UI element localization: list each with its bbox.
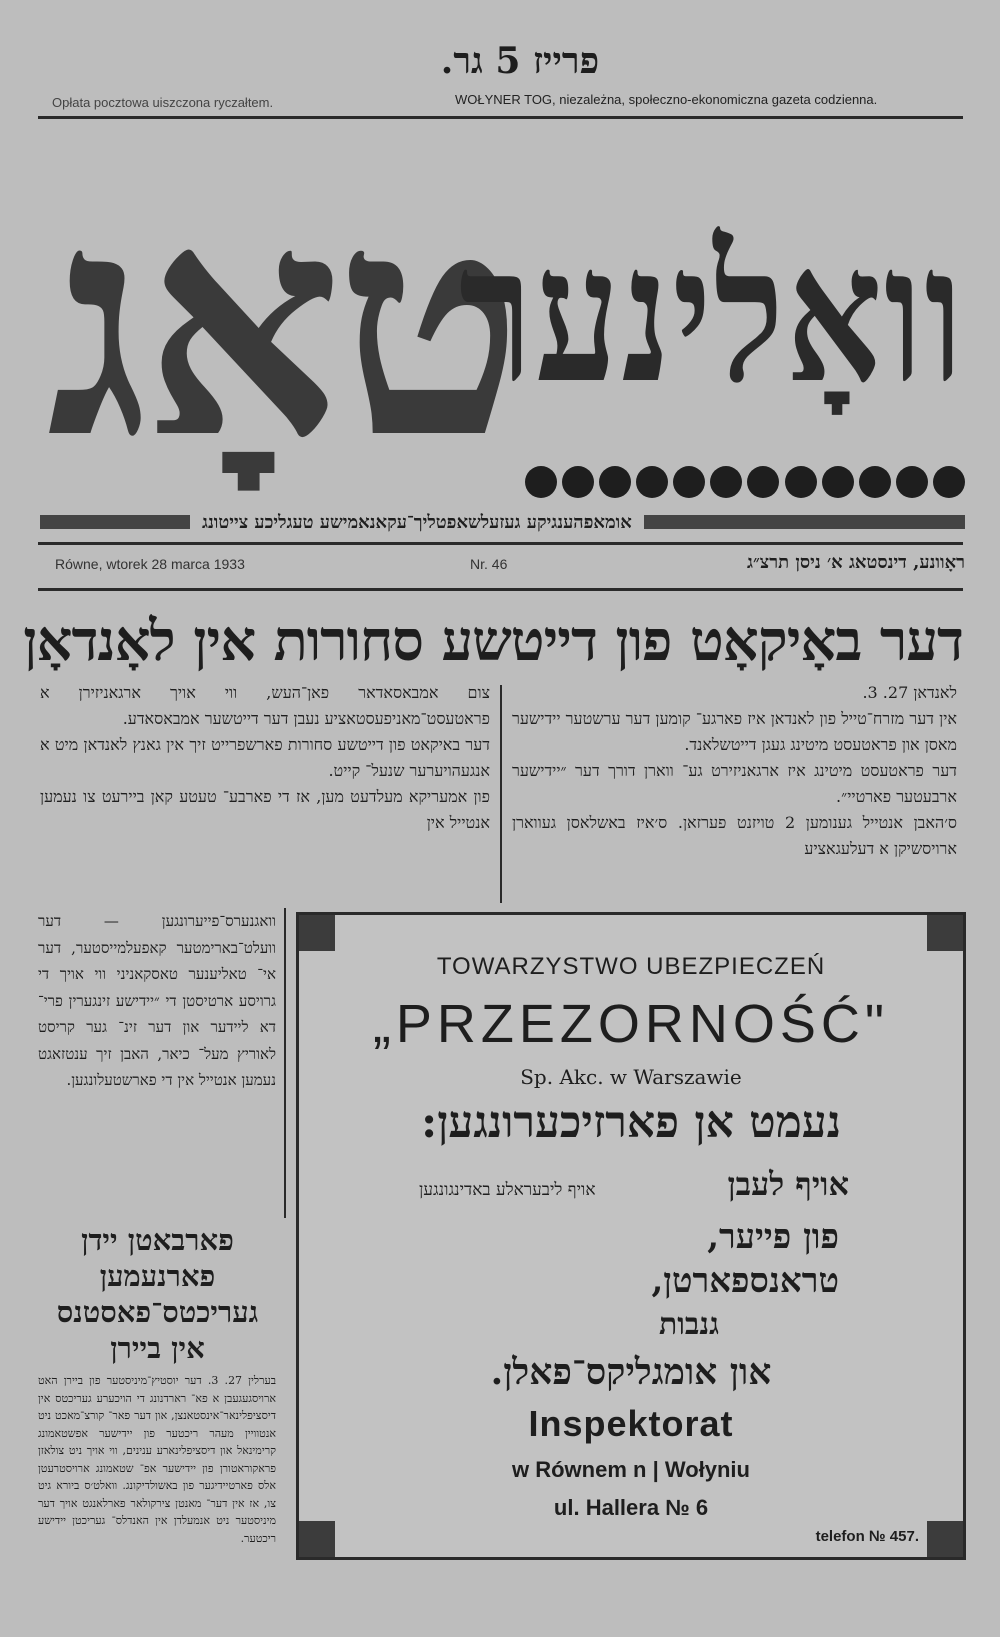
article-paragraph: צום אמבאסאדאר פאן־העש, ווי אויך ארגאניזירן א פראטעסט־מאניפעסטאציע נעבן דער דייטשער אמבאסאדע. [40,683,490,728]
ad-corner-ornament [927,1521,963,1557]
masthead-tagline-row [40,506,965,538]
ad-life-insurance: אויף לעבן [727,1165,849,1203]
ornament-dot [525,466,557,498]
ad-corner-ornament [927,915,963,951]
ad-city-separator: | [652,1457,665,1482]
place-date: Równe, wtorek 28 marca 1933 [55,556,245,572]
ad-city [335,1457,927,1483]
article-paragraph: לאנדאן 27. 3. [862,683,957,702]
ad-brand-name: „PRZEZORNOŚĆ" [372,994,890,1054]
insurance-advertisement [296,912,966,1560]
ad-yiddish-heading: נעמט אן פארזיכערונגען: [420,1097,842,1148]
ornament-dot [785,466,817,498]
article-paragraph: ס׳האבן אנטייל גענומען 2 טויזנט פערזאן. ס׳איז באשלאסן געווארן ארויסשיקן א דעלעגאציע [512,813,957,858]
article-column-left [40,680,490,905]
issue-number: Nr. 46 [470,556,508,572]
masthead-title-word: וואָלינער [459,205,965,425]
ad-life-conditions: אויף ליבעראלע באדינגונגען [419,1180,596,1200]
header-rule [38,116,963,119]
ad-inspektorat: Inspektorat [528,1403,734,1444]
side-column-divider [284,908,286,1218]
ad-company-name: TOWARZYSTWO UBEZPIECZEŃ [436,953,826,980]
dateline-rule [38,588,963,591]
article-paragraph: פון אמעריקא מעלדעט מען, אז די פארבע־ טעטע קאן ביירעט צו נעמען אנטייל אין [40,787,490,832]
ad-transport-insurance: טראנספארטן, [651,1261,839,1301]
ornament-dot [673,466,705,498]
ad-theft-insurance: גנבות [658,1307,720,1342]
article-column-right [512,680,957,905]
ornament-dot [896,466,928,498]
masthead-rule [38,542,963,545]
side-article-headline: פארבאטן יידן פארנעמען געריכטס־פאסטנס אין ביירן [56,1223,259,1365]
ornament-dot [599,466,631,498]
ad-phone: telefon № 457. [815,1528,919,1545]
article-side-column: וואגנערס־פייערונגען — דער וועלט־בארימטער קאפעלמייסטער, דער אי־ טאליענער טאסקאניני ווי אויך די גרויסע ארטיסטן די ״יידישע זינגערין פרי־ דא ליידער און דער זינ־ גער קריסט לאוריץ מעל־ כיאר, האבן זיך ענטזאגט נעמען אנטייל אין די פארשטעלונגען. [38,912,276,1089]
ornament-dot [562,466,594,498]
price-label: פרייז 5 גר. [440,40,600,82]
column-divider [500,685,502,903]
side-article-body: בערלין 27. 3. דער יוסטיץ־מיניסטער פון ביירן האט ארויסגעגעבן א פא־ רארדנונג די הויכערע געריכטס אין דיסציפלינאר־אינסטאנצן, און דער פאר־ קורצ־מאכט ניט אנטוויין מעהר ריכטער פון יידישער אפשטאמונג קרימינאל און דיסציפלינארע ענינים, ווי אויך ניט צולאזן פראקוראטורן פון יידישער אפ־ שטאמונג ארויסטרעטן אלס פארטיידיגער פון באשולדיקונג. וואלט׳ס ביורא גיט צו, אז אין דער־ מאנטן צירקולאר פארלאנגט אויך דער מיניסטער ניט אנמעלדן אין האנדלס־ געריכטן יידישע ריכטער. [38,1374,277,1545]
ad-city-part: w Równem n [511,1457,647,1482]
ad-fire-insurance: פון פייער, [707,1217,839,1257]
ad-accident-insurance: און אומגליקס־פאלן. [490,1351,772,1393]
ad-company-seat: Sp. Akc. w Warszawie [520,1065,742,1089]
article-paragraph: דער באיקאט פון דייטשע סחורות פארשפרייט זיך אין גאנץ לאנדאן מיט א אנגעהויערער שנעל־ קייט. [40,735,490,780]
ornament-dot [636,466,668,498]
ornament-dot [710,466,742,498]
article-headline: דער באָיקאָט פון דייטשע סחורות אין לאָנדאָן [23,608,963,674]
newspaper-subtitle: WOŁYNER TOG, niezależna, społeczno-ekonomiczna gazeta codzienna. [455,92,878,107]
masthead-title-big: טאָג [46,143,518,507]
masthead-tagline: אומאפהענגיקע געזעלשאפטליך־עקאנאמישע טעגליכע צייטונג [202,511,632,533]
ad-region-part: Wołyniu [664,1457,750,1482]
tagline-bar-right [644,515,965,529]
ad-corner-ornament [299,1521,335,1557]
ad-street-address: ul. Hallera № 6 [553,1495,709,1520]
ornament-dot [859,466,891,498]
article-paragraph: אין דער מזרח־טייל פון לאנדאן איז פארגע־ קומען דער ערשטער יידישער מאסן און פראטעסט מיטינג געגן דייטשלאנד. [512,709,957,754]
hebrew-date: ראָוונע, דינסטאג א׳ ניסן תרצ״ג [747,552,965,573]
ad-corner-ornament [299,915,335,951]
ornament-dot [933,466,965,498]
ad-life-row [419,1165,849,1203]
ornament-dot [747,466,779,498]
ornament-dot [822,466,854,498]
tagline-bar-left [40,515,190,529]
masthead-dot-row [525,466,965,506]
postal-note: Opłata pocztowa uiszczona ryczałtem. [52,95,274,110]
article-paragraph: דער פראטעסט מיטינג איז ארגאניזירט גע־ ווארן דורך דער ״יידישער ארבעטער פארטיי״. [512,761,957,806]
